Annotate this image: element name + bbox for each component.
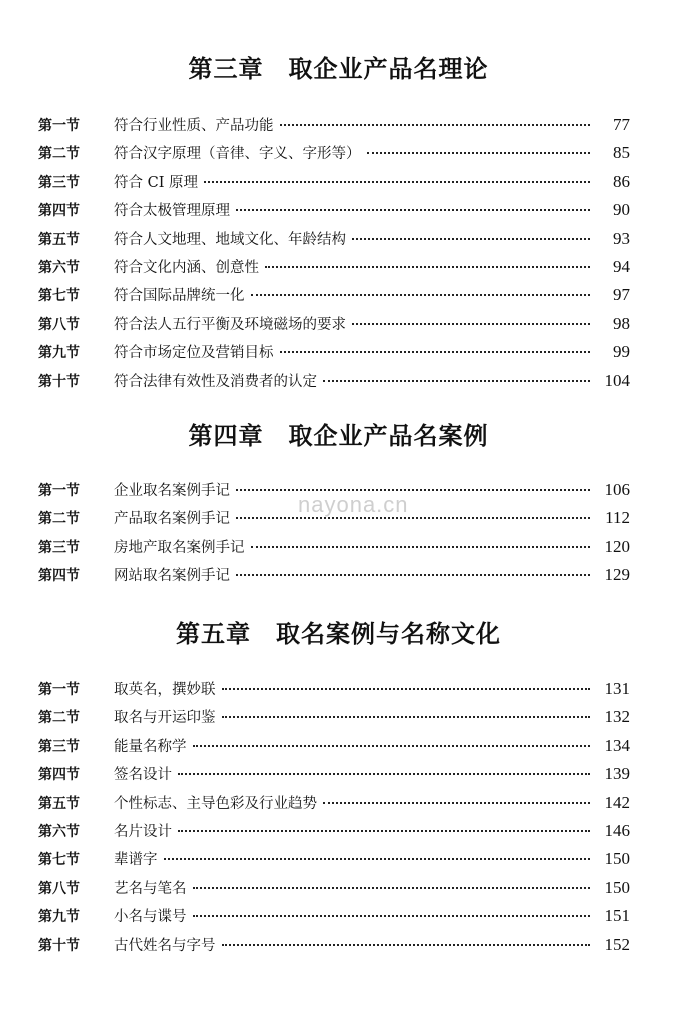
section-number: 第二节	[38, 710, 80, 727]
section-title: 符合 CI 原理	[114, 174, 199, 191]
section-title: 古代姓名与字号	[114, 937, 216, 954]
toc-entry[interactable]	[38, 703, 630, 731]
section-number: 第三节	[38, 738, 80, 755]
page-number: 150	[604, 849, 630, 869]
section-number: 第七节	[38, 288, 80, 305]
section-number: 第五节	[38, 231, 80, 248]
page-number: 150	[604, 877, 630, 897]
page-number: 104	[604, 370, 630, 390]
section-title: 产品取名案例手记	[114, 511, 230, 528]
dot-leader	[251, 294, 591, 296]
toc-entry[interactable]	[38, 902, 630, 930]
toc-entry[interactable]	[38, 310, 630, 338]
dot-leader	[280, 351, 591, 353]
toc-entry[interactable]	[38, 817, 630, 845]
dot-leader	[193, 915, 591, 917]
dot-leader	[164, 858, 591, 860]
section-number: 第五节	[38, 795, 80, 812]
section-number: 第六节	[38, 259, 80, 276]
page-number: 151	[604, 906, 630, 926]
section-title: 符合法人五行平衡及环境磁场的要求	[114, 316, 346, 333]
dot-leader	[236, 574, 590, 576]
page-number: 139	[604, 764, 630, 784]
section-number: 第九节	[38, 909, 80, 926]
section-title: 符合汉字原理（音律、字义、字形等）	[114, 146, 361, 163]
dot-leader	[178, 830, 590, 832]
page-number: 129	[604, 565, 630, 585]
section-title: 艺名与笔名	[114, 880, 187, 897]
section-number: 第八节	[38, 316, 80, 333]
page-number: 120	[604, 536, 630, 556]
toc-entry[interactable]	[38, 139, 630, 167]
chapter-title: 第四章 取企业产品名案例	[188, 421, 489, 450]
page-number: 86	[613, 171, 630, 191]
section-title: 符合太极管理原理	[114, 203, 230, 220]
section-number: 第一节	[38, 682, 80, 698]
dot-leader	[222, 688, 591, 690]
dot-leader	[178, 773, 590, 775]
dot-leader	[323, 380, 590, 382]
dot-leader	[251, 546, 591, 548]
section-number: 第三节	[38, 539, 80, 556]
section-title: 小名与谍号	[114, 909, 187, 926]
toc-entry[interactable]	[38, 845, 630, 873]
page-number: 85	[613, 143, 630, 163]
toc-entry[interactable]	[38, 931, 630, 959]
dot-leader	[352, 323, 590, 325]
dot-leader	[265, 266, 590, 268]
page-number: 106	[604, 480, 630, 499]
dot-leader	[222, 944, 591, 946]
toc-entry[interactable]	[38, 367, 630, 395]
section-number: 第九节	[38, 345, 80, 362]
section-title: 取英名，撰妙联	[114, 682, 216, 698]
page-number: 152	[604, 934, 630, 954]
page-number: 90	[613, 200, 630, 220]
toc-entry[interactable]	[38, 281, 630, 309]
chapter-3	[0, 52, 677, 390]
page-number: 131	[604, 679, 630, 698]
dot-leader	[193, 745, 591, 747]
section-number: 第三节	[38, 174, 80, 191]
section-title: 网站取名案例手记	[114, 568, 230, 585]
dot-leader	[352, 238, 590, 240]
watermark: nayona.cn	[298, 492, 409, 517]
section-number: 第七节	[38, 852, 80, 869]
page-number: 98	[613, 313, 630, 333]
toc-entry[interactable]	[38, 225, 630, 253]
toc-entry[interactable]	[38, 196, 630, 224]
chapter-title: 第五章 取名案例与名称文化	[176, 619, 501, 648]
toc-entry[interactable]	[38, 675, 630, 703]
section-number: 第四节	[38, 568, 80, 585]
section-title: 个性标志、主导色彩及行业趋势	[114, 795, 317, 812]
section-number: 第二节	[38, 511, 80, 528]
section-number: 第二节	[38, 146, 80, 163]
dot-leader	[204, 181, 590, 183]
toc-entry[interactable]	[38, 732, 630, 760]
section-title: 能量名称学	[114, 738, 187, 755]
section-number: 第八节	[38, 880, 80, 897]
chapter-title: 第三章 取企业产品名理论	[188, 54, 489, 83]
page-number: 132	[604, 707, 630, 727]
section-title: 名片设计	[114, 823, 172, 840]
section-title: 企业取名案例手记	[114, 483, 230, 499]
toc-entry[interactable]	[38, 874, 630, 902]
page-number: 142	[604, 792, 630, 812]
page-number: 112	[605, 508, 630, 528]
section-number: 第一节	[38, 118, 80, 134]
dot-leader	[236, 517, 590, 519]
section-number: 第十节	[38, 937, 80, 954]
section-number: 第一节	[38, 483, 80, 499]
page-number: 134	[604, 735, 630, 755]
toc-entry[interactable]	[38, 253, 630, 281]
dot-leader	[236, 209, 590, 211]
toc-entry[interactable]	[38, 789, 630, 817]
toc-entry[interactable]	[38, 533, 630, 561]
section-title: 房地产取名案例手记	[114, 539, 245, 556]
page-number: 97	[613, 285, 630, 305]
section-title: 取名与开运印鉴	[114, 710, 216, 727]
section-number: 第四节	[38, 767, 80, 784]
dot-leader	[236, 489, 590, 491]
section-title: 辈谱字	[114, 852, 158, 869]
toc-entry[interactable]	[38, 168, 630, 196]
section-title: 符合人文地理、地域文化、年龄结构	[114, 231, 346, 248]
page-number: 94	[613, 256, 630, 276]
section-title: 符合行业性质、产品功能	[114, 118, 274, 134]
section-title: 符合法律有效性及消费者的认定	[114, 373, 317, 390]
section-title: 符合文化内涵、创意性	[114, 259, 259, 276]
dot-leader	[367, 152, 591, 154]
section-number: 第四节	[38, 203, 80, 220]
toc-entry[interactable]	[38, 111, 630, 139]
page-number: 99	[613, 342, 630, 362]
dot-leader	[323, 802, 590, 804]
section-title: 签名设计	[114, 767, 172, 784]
toc-entry[interactable]	[38, 338, 630, 366]
dot-leader	[222, 716, 591, 718]
page-number: 77	[613, 115, 630, 134]
section-title: 符合市场定位及营销目标	[114, 345, 274, 362]
section-number: 第六节	[38, 823, 80, 840]
toc-list	[38, 111, 630, 395]
toc-list	[38, 675, 630, 959]
toc-entry[interactable]	[38, 561, 630, 589]
section-number: 第十节	[38, 373, 80, 390]
page-number: 93	[613, 228, 630, 248]
dot-leader	[193, 887, 591, 889]
chapter-5	[0, 617, 677, 954]
page-number: 146	[604, 820, 630, 840]
section-title: 符合国际品牌统一化	[114, 288, 245, 305]
toc-entry[interactable]	[38, 760, 630, 788]
dot-leader	[280, 124, 591, 126]
